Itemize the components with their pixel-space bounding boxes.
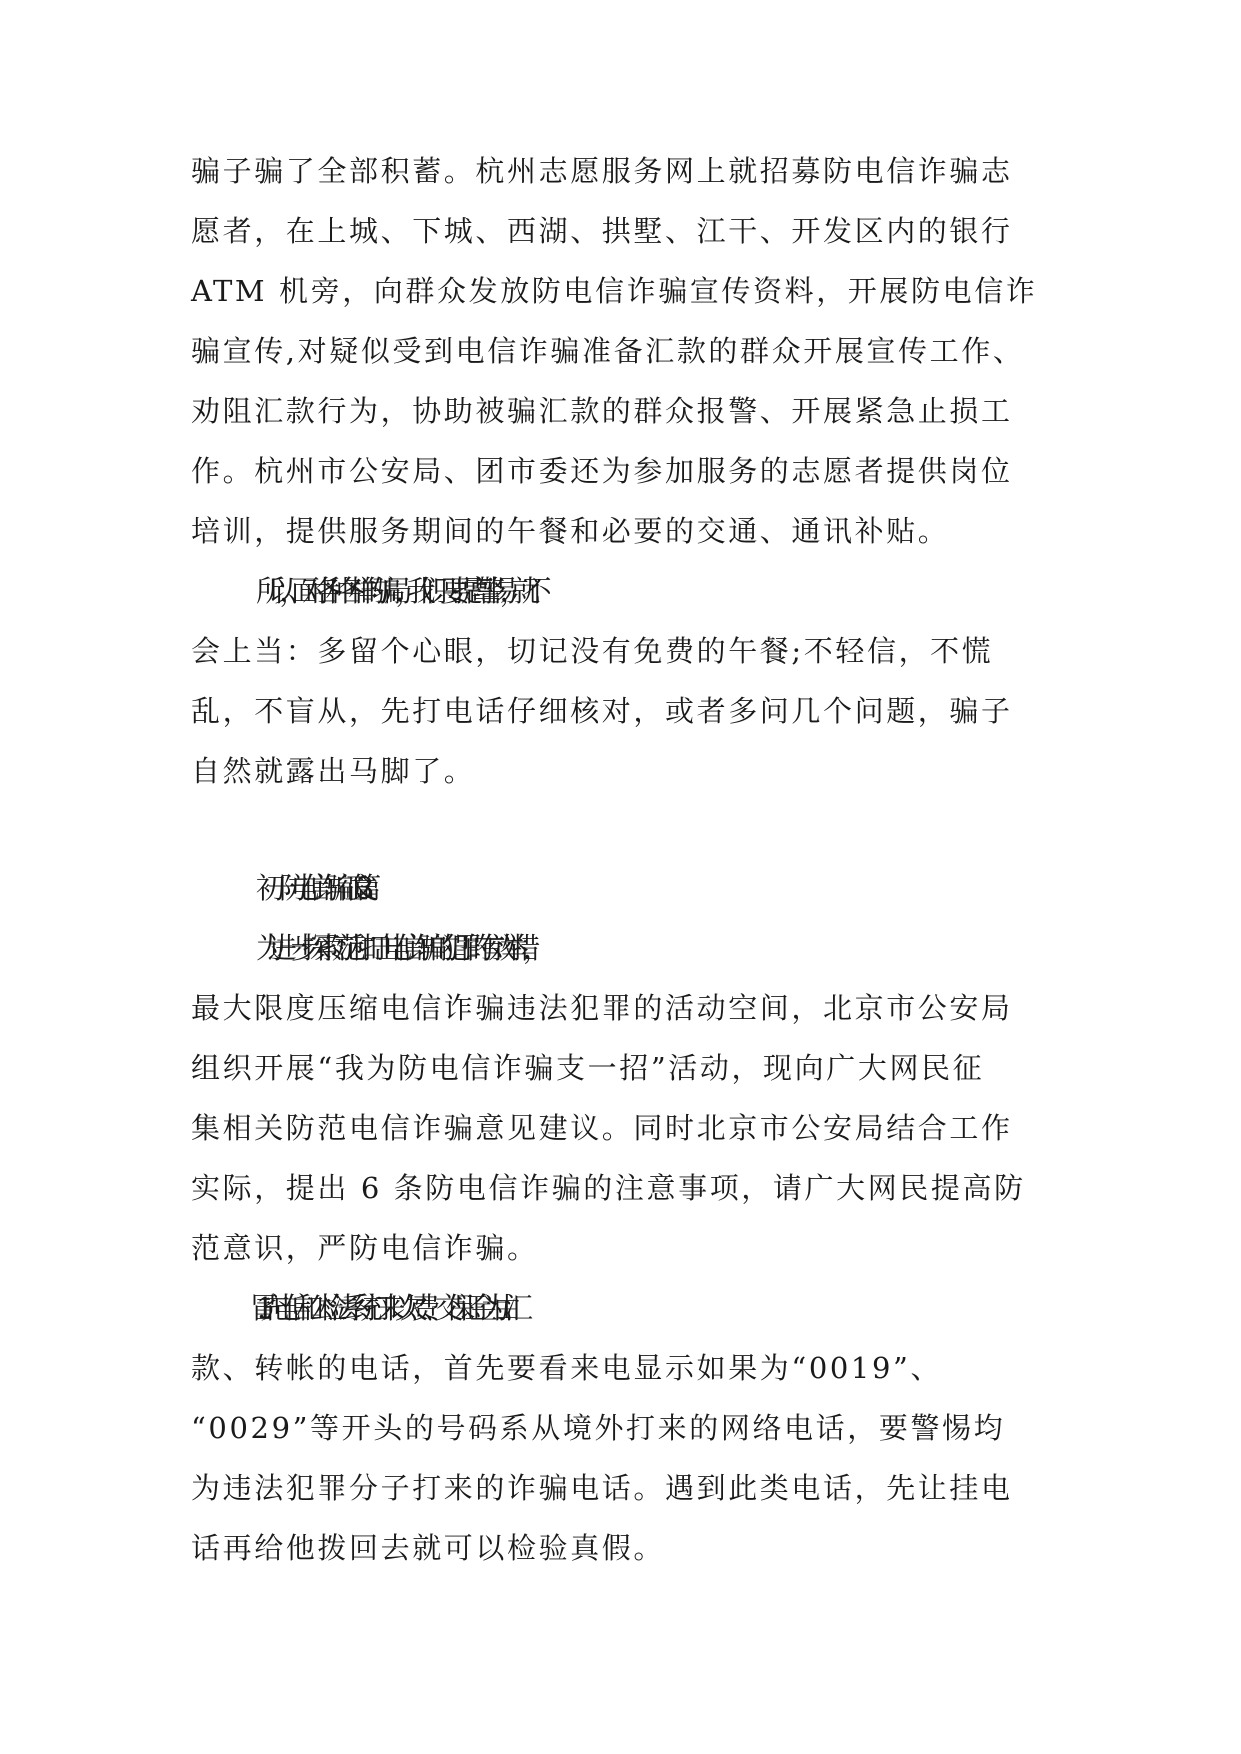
text-line: 作。杭州市公安局、团市委还为参加服务的志愿者提供岗位 (191, 454, 1013, 488)
text-line: 乱，不盲从，先打电话仔细核对，或者多问几个问题，骗子 (191, 694, 1013, 728)
text-line: 骗子骗了全部积蓄。杭州志愿服务网上就招募防电信诈骗志 (191, 154, 1013, 188)
text-line: 自然就露出马脚了。 (191, 754, 476, 788)
section-heading: 初一防电信诈骗征文 篇 3 (256, 871, 357, 905)
text-line: 愿者，在上城、下城、西湖、拱墅、江干、开发区内的银行 (191, 214, 1013, 248)
text-line: 最大限度压缩电信诈骗违法犯罪的活动空间，北京市公安局 (191, 991, 1013, 1025)
text-line: 劝阻汇款行为，协助被骗汇款的群众报警、开展紧急止损工 (191, 394, 1013, 428)
text-line: 实际，提出 6 条防电信诈骗的注意事项，请广大网民提高防 (191, 1171, 1026, 1205)
text-line: 1.冒充电信和公检法系统打来以欠费、交保证金为由汇 (256, 1291, 516, 1325)
text-line: 为违法犯罪分子打来的诈骗电话。遇到此类电话，先让挂电 (191, 1471, 1013, 1505)
text-line: “0029”等开头的号码系从境外打来的网络电话，要警惕均 (191, 1411, 1006, 1445)
text-line: 范意识，严防电信诈骗。 (191, 1231, 539, 1265)
text-line: 款、转帐的电话，首先要看来电显示如果为“0019”、 (191, 1351, 943, 1385)
text-line: 集相关防范电信诈骗意见建议。同时北京市公安局结合工作 (191, 1111, 1013, 1145)
text-line: 骗宣传,对疑似受到电信诈骗准备汇款的群众开展宣传工作、 (191, 334, 1025, 368)
text-line: 培训，提供服务期间的午餐和必要的交通、通讯补贴。 (191, 514, 950, 548)
text-line: 所以，面对各种各样的骗局，我们只要提高警惕，就不 (256, 574, 535, 608)
text-line: 话再给他拨回去就可以检验真假。 (191, 1531, 666, 1565)
text-line: ATM 机旁，向群众发放防电信诈骗宣传资料，开展防电信诈 (191, 274, 1038, 308)
text-line: 组织开展“我为防电信诈骗支一招”活动，现向广大网民征 (191, 1051, 985, 1085)
text-line: 为进一步探索防范和打击电信诈骗的犯罪的有效举措， (256, 931, 535, 965)
text-line: 会上当：多留个心眼，切记没有免费的午餐;不轻信，不慌 (191, 634, 994, 668)
